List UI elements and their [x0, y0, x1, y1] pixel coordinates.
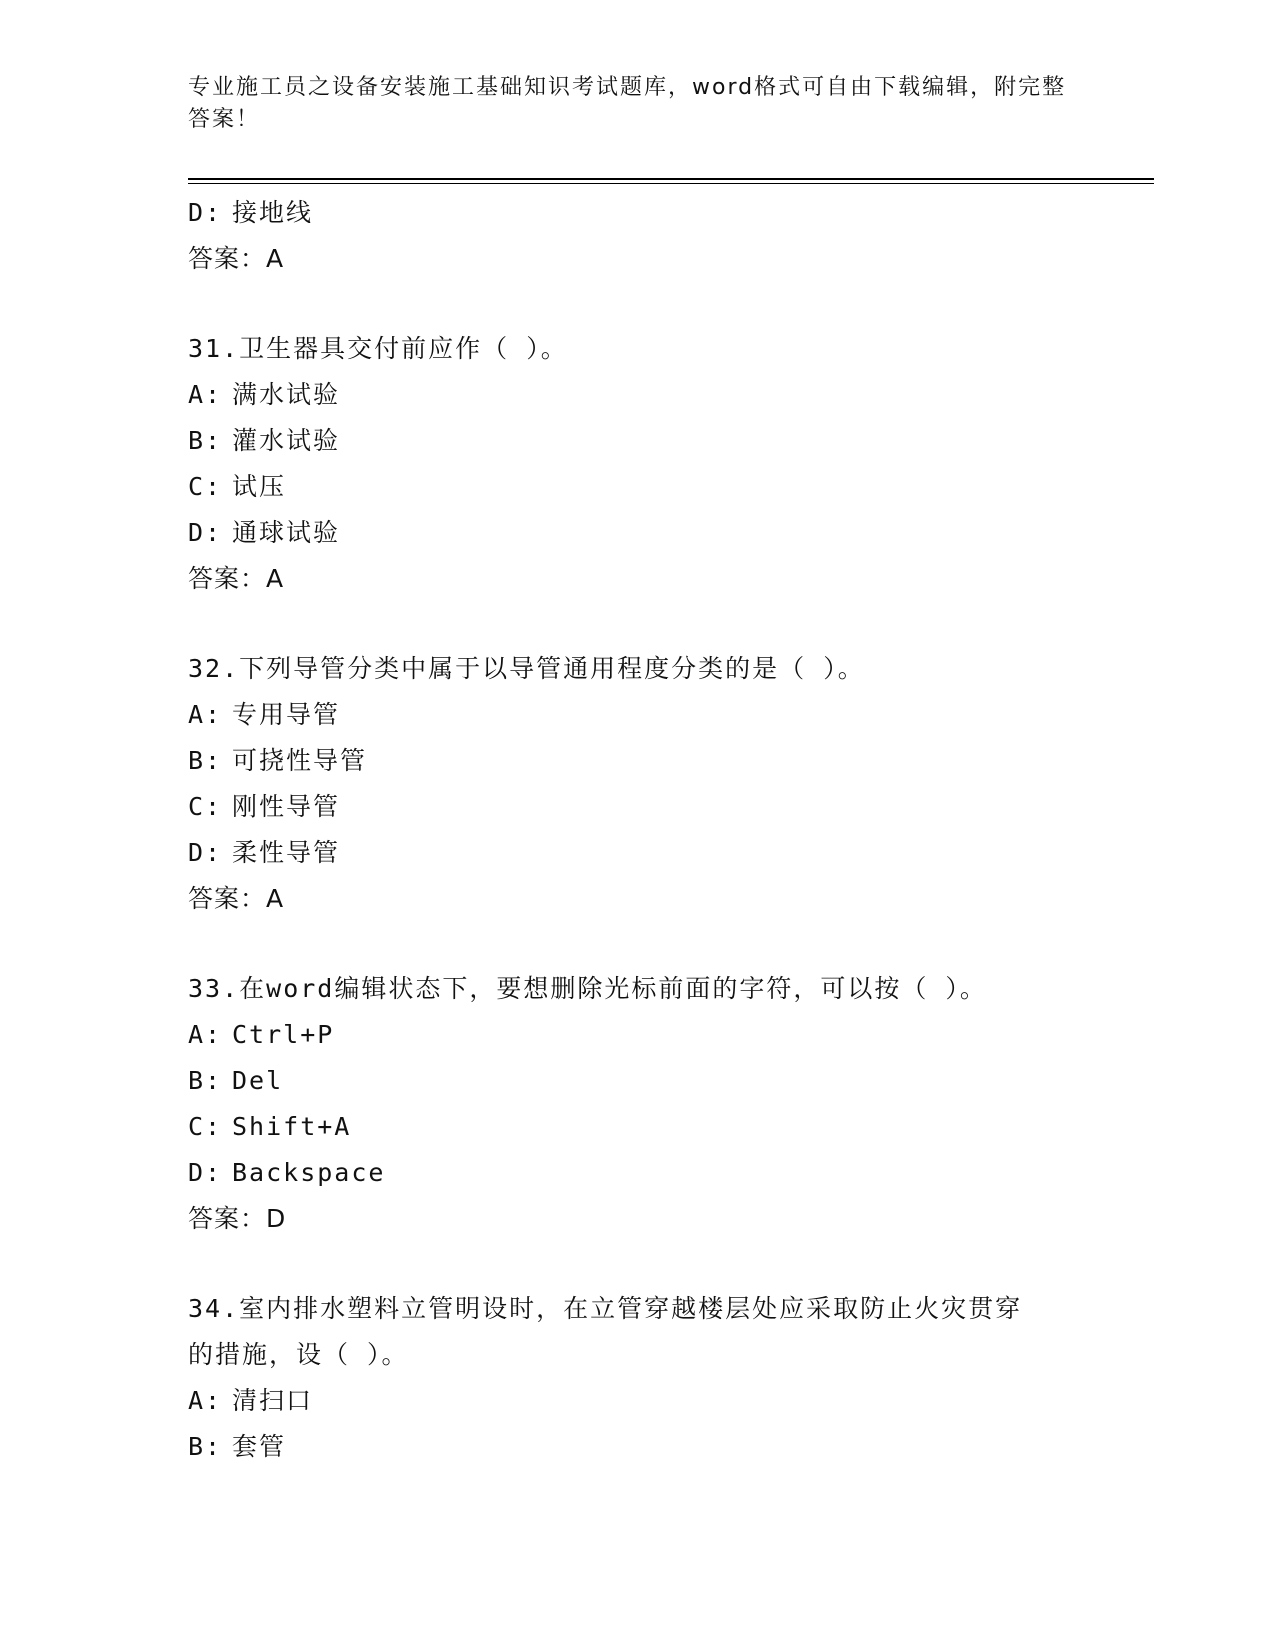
option-b	[188, 418, 1088, 464]
header-rule-thin	[188, 183, 1154, 184]
option-a	[188, 1012, 1088, 1058]
document-header: 专业施工员之设备安装施工基础知识考试题库，word格式可自由下载编辑，附完整答案！	[188, 75, 1067, 132]
option-text: 满水试验	[232, 380, 341, 409]
option-text: Backspace	[232, 1158, 386, 1187]
option-c	[188, 464, 1088, 510]
option-d	[188, 1150, 1088, 1196]
answer-line: 答案：A	[188, 884, 285, 913]
option-text: Del	[232, 1066, 284, 1095]
option-key: D:	[188, 838, 223, 867]
option-d	[188, 830, 1088, 876]
option-key: A:	[188, 380, 223, 409]
question-content	[188, 190, 1088, 1470]
option-text: 刚性导管	[232, 792, 341, 821]
option-key: D:	[188, 518, 223, 547]
option-key: D:	[188, 1158, 223, 1187]
option-key: C:	[188, 472, 223, 501]
option-key: A:	[188, 700, 223, 729]
option-text: 通球试验	[232, 518, 341, 547]
answer-line: 答案：D	[188, 1204, 287, 1233]
option-text: 接地线	[232, 198, 314, 227]
option-text: 专用导管	[232, 700, 341, 729]
option-key: C:	[188, 792, 223, 821]
option-text: 灌水试验	[232, 426, 341, 455]
answer-line: 答案：A	[188, 244, 285, 273]
question-stem-34-line2: 的措施，设（ ）。	[188, 1340, 409, 1369]
option-text: 试压	[232, 472, 287, 501]
header-rule-thick	[188, 178, 1154, 180]
question-stem-32: 32.下列导管分类中属于以导管通用程度分类的是（ ）。	[188, 654, 865, 683]
option-b	[188, 1058, 1088, 1104]
option-d	[188, 190, 1088, 236]
option-b	[188, 1424, 1088, 1470]
option-d	[188, 510, 1088, 556]
option-text: 柔性导管	[232, 838, 341, 867]
option-text: 可挠性导管	[232, 746, 368, 775]
option-key: B:	[188, 746, 223, 775]
question-stem-31: 31.卫生器具交付前应作（ ）。	[188, 334, 568, 363]
option-key: A:	[188, 1020, 223, 1049]
option-text: Ctrl+P	[232, 1020, 335, 1049]
option-a	[188, 692, 1088, 738]
option-c	[188, 1104, 1088, 1150]
option-b	[188, 738, 1088, 784]
option-c	[188, 784, 1088, 830]
option-key: B:	[188, 1432, 223, 1461]
option-key: D:	[188, 198, 223, 227]
option-a	[188, 1378, 1088, 1424]
answer-line: 答案：A	[188, 564, 285, 593]
question-stem-33: 33.在word编辑状态下，要想删除光标前面的字符，可以按（ ）。	[188, 974, 987, 1003]
option-text: 清扫口	[232, 1386, 314, 1415]
option-text: 套管	[232, 1432, 287, 1461]
option-a	[188, 372, 1088, 418]
option-key: B:	[188, 1066, 223, 1095]
option-text: Shift+A	[232, 1112, 352, 1141]
option-key: A:	[188, 1386, 223, 1415]
question-stem-34-line1: 34.室内排水塑料立管明设时，在立管穿越楼层处应采取防止火灾贯穿	[188, 1294, 1023, 1323]
option-key: C:	[188, 1112, 223, 1141]
option-key: B:	[188, 426, 223, 455]
